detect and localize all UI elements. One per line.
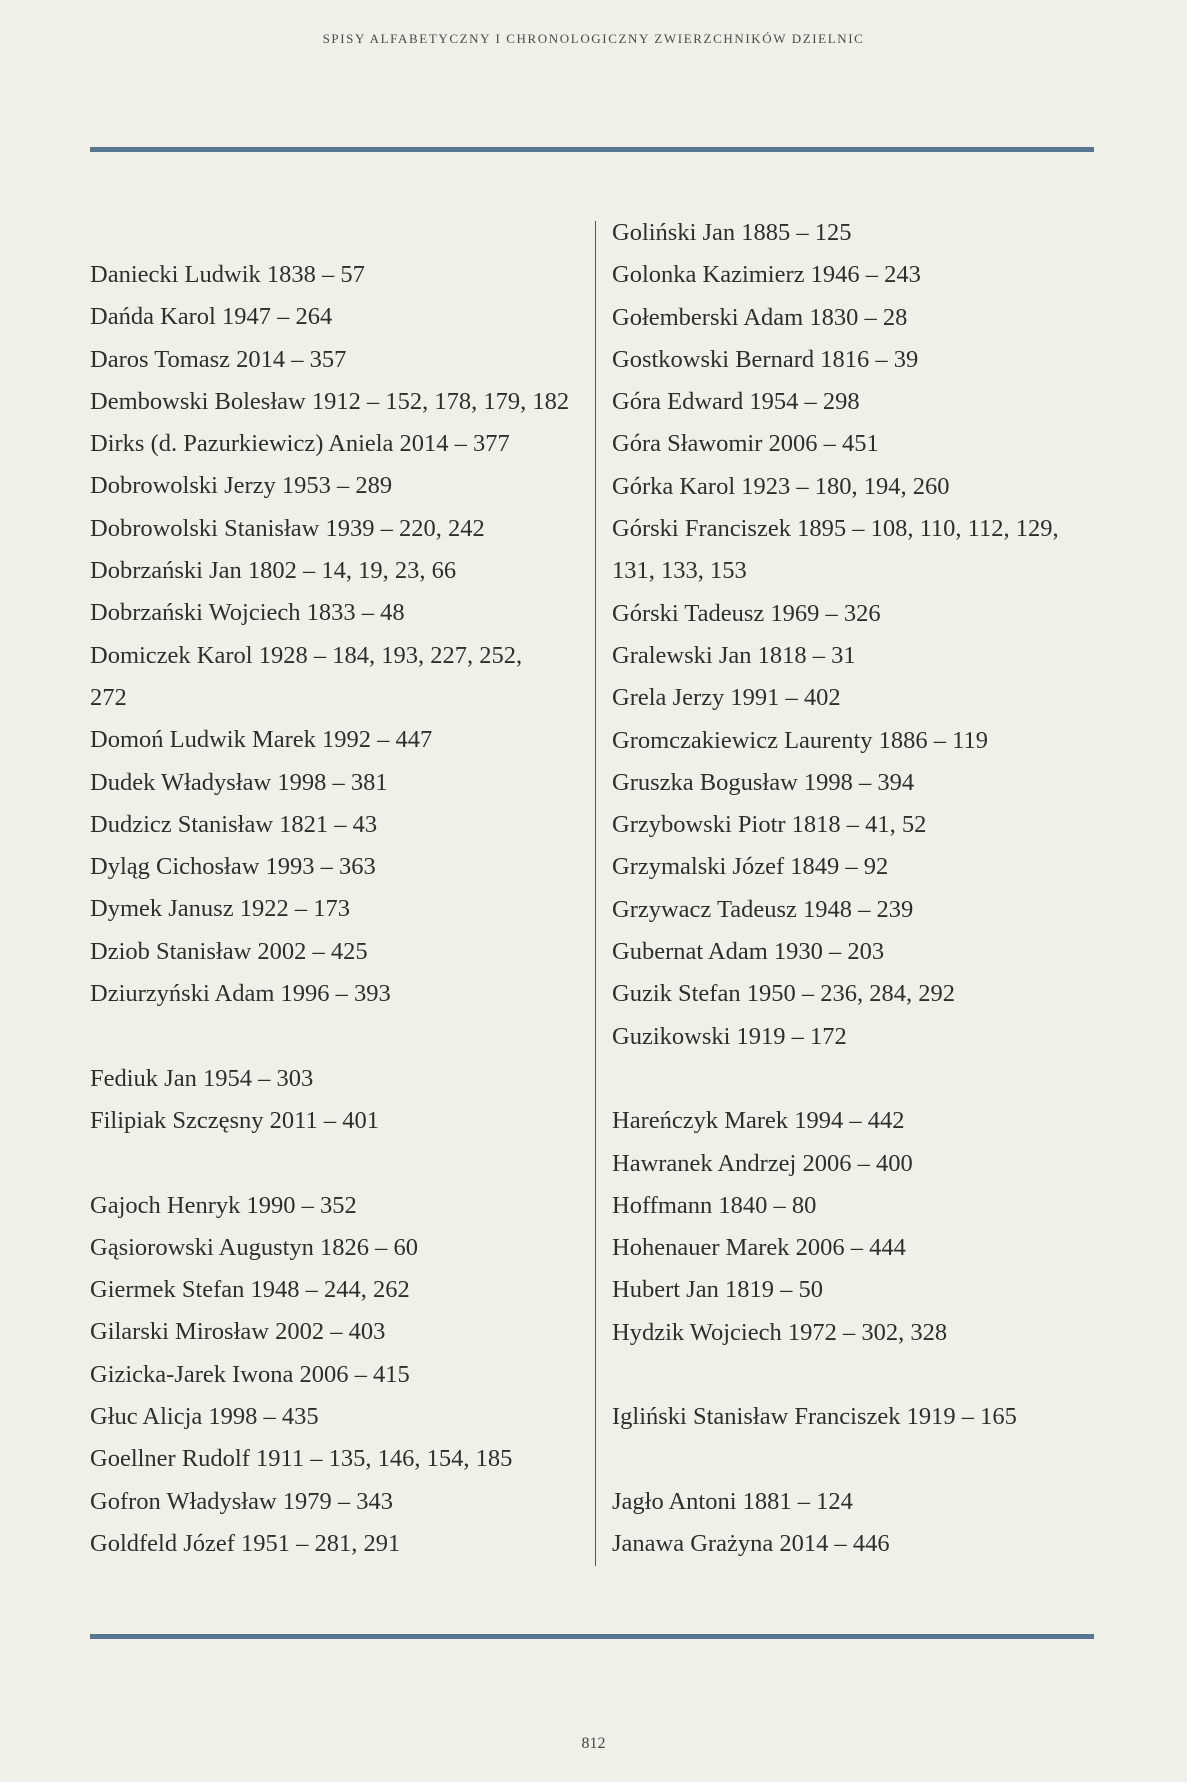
index-entry — [612, 466, 1092, 508]
page-number: 812 — [581, 1735, 606, 1752]
entry-text: Dobrzański Jan 1802 – 14, 19, 23, 66 — [90, 557, 457, 585]
entry-text: Daros Tomasz 2014 – 357 — [90, 345, 347, 373]
index-entry — [90, 1481, 590, 1523]
section-gap — [612, 1058, 1092, 1100]
entry-text: Góra Edward 1954 – 298 — [612, 388, 860, 416]
index-entry — [90, 888, 590, 930]
entry-text: Dembowski Bolesław 1912 – 152, 178, 179, 182 — [90, 387, 570, 415]
entry-text: Gizicka-Jarek Iwona 2006 – 415 — [90, 1360, 410, 1388]
entry-text: Dudek Władysław 1998 – 381 — [90, 768, 388, 796]
index-entry — [612, 1269, 1092, 1311]
entry-text: Igliński Stanisław Franciszek 1919 – 165 — [612, 1403, 1017, 1431]
entry-text: Dańda Karol 1947 – 264 — [90, 303, 333, 331]
entry-text: Gajoch Henryk 1990 – 352 — [90, 1191, 357, 1219]
index-entry — [612, 804, 1092, 846]
index-entry — [612, 339, 1092, 381]
entry-text: Guzik Stefan 1950 – 236, 284, 292 — [612, 980, 955, 1008]
section-gap — [90, 1142, 590, 1184]
entry-text: Hawranek Andrzej 2006 – 400 — [612, 1149, 913, 1177]
entry-text: Fediuk Jan 1954 – 303 — [90, 1064, 314, 1092]
index-entry — [612, 1396, 1092, 1438]
index-entry — [90, 719, 590, 761]
entry-text: Dymek Janusz 1922 – 173 — [90, 895, 350, 923]
index-entry — [612, 931, 1092, 973]
entry-text: Domoń Ludwik Marek 1992 – 447 — [90, 726, 433, 754]
index-entry — [90, 339, 590, 381]
entry-text: Hareńczyk Marek 1994 – 442 — [612, 1107, 905, 1135]
index-entry — [90, 846, 590, 888]
entry-text: Hohenauer Marek 2006 – 444 — [612, 1234, 906, 1262]
entry-text: Hydzik Wojciech 1972 – 302, 328 — [612, 1318, 948, 1346]
entry-text: Dobrowolski Jerzy 1953 – 289 — [90, 472, 393, 500]
index-entry — [90, 1438, 590, 1480]
index-entry — [90, 762, 590, 804]
entry-text: Gruszka Bogusław 1998 – 394 — [612, 768, 915, 796]
entry-text: Dyląg Cichosław 1993 – 363 — [90, 853, 376, 881]
index-entry — [90, 296, 590, 338]
index-column-left — [90, 254, 590, 1565]
entry-text: Gołemberski Adam 1830 – 28 — [612, 303, 908, 331]
entry-text: Górski Tadeusz 1969 – 326 — [612, 599, 881, 627]
entry-text: Grela Jerzy 1991 – 402 — [612, 684, 841, 712]
index-entry — [612, 254, 1092, 296]
index-entry — [90, 1058, 590, 1100]
column-divider — [595, 221, 596, 1566]
entry-continuation: 272 — [90, 683, 127, 711]
entry-text: Dobrzański Wojciech 1833 – 48 — [90, 599, 405, 627]
entry-text: Grzywacz Tadeusz 1948 – 239 — [612, 895, 914, 923]
entry-continuation: 131, 133, 153 — [612, 557, 747, 585]
index-entry — [612, 1100, 1092, 1142]
entry-text: Góra Sławomir 2006 – 451 — [612, 430, 879, 458]
top-rule — [90, 147, 1094, 152]
index-entry — [90, 381, 590, 423]
index-entry — [90, 508, 590, 550]
entry-text: Gilarski Mirosław 2002 – 403 — [90, 1318, 386, 1346]
entry-text: Goliński Jan 1885 – 125 — [612, 219, 852, 246]
entry-text: Dziurzyński Adam 1996 – 393 — [90, 980, 391, 1008]
index-entry — [612, 297, 1092, 339]
index-entry — [612, 889, 1092, 931]
entry-text: Goldfeld Józef 1951 – 281, 291 — [90, 1529, 401, 1557]
entry-text: Goellner Rudolf 1911 – 135, 146, 154, 185 — [90, 1445, 513, 1473]
index-entry — [90, 973, 590, 1015]
index-entry — [612, 1481, 1092, 1523]
index-entry — [612, 762, 1092, 804]
entry-text: Guzikowski 1919 – 172 — [612, 1022, 847, 1050]
index-entry — [90, 254, 590, 296]
index-entry — [90, 423, 590, 465]
index-entry — [612, 1227, 1092, 1269]
entry-text: Hubert Jan 1819 – 50 — [612, 1276, 823, 1304]
index-entry — [90, 1354, 590, 1396]
section-gap — [90, 1015, 590, 1057]
index-entry — [612, 1185, 1092, 1227]
index-entry — [612, 212, 1092, 254]
index-entry — [612, 677, 1092, 719]
index-entry — [90, 1100, 590, 1142]
entry-text: Daniecki Ludwik 1838 – 57 — [90, 261, 365, 288]
entry-text: Jagło Antoni 1881 – 124 — [612, 1487, 853, 1515]
index-entry — [90, 465, 590, 507]
entry-text: Dirks (d. Pazurkiewicz) Aniela 2014 – 377 — [90, 430, 510, 458]
index-entry — [612, 1523, 1092, 1565]
entry-text: Gofron Władysław 1979 – 343 — [90, 1487, 394, 1515]
index-entry — [90, 1185, 590, 1227]
index-entry — [612, 973, 1092, 1015]
entry-text: Dudzicz Stanisław 1821 – 43 — [90, 810, 378, 838]
index-entry — [90, 931, 590, 973]
index-entry — [612, 1143, 1092, 1185]
entry-text: Gostkowski Bernard 1816 – 39 — [612, 345, 919, 373]
entry-text: Gralewski Jan 1818 – 31 — [612, 641, 856, 669]
entry-text: Górski Franciszek 1895 – 108, 110, 112, 129, — [612, 515, 1059, 543]
entry-text: Gubernat Adam 1930 – 203 — [612, 938, 885, 966]
entry-text: Golonka Kazimierz 1946 – 243 — [612, 261, 921, 289]
entry-text: Filipiak Szczęsny 2011 – 401 — [90, 1106, 379, 1134]
index-entry — [612, 423, 1092, 465]
entry-text: Gąsiorowski Augustyn 1826 – 60 — [90, 1233, 419, 1261]
entry-text: Górka Karol 1923 – 180, 194, 260 — [612, 472, 950, 500]
entry-text: Giermek Stefan 1948 – 244, 262 — [90, 1276, 410, 1304]
entry-text: Gromczakiewicz Laurenty 1886 – 119 — [612, 726, 988, 754]
entry-text: Dobrowolski Stanisław 1939 – 220, 242 — [90, 514, 485, 542]
index-entry — [90, 1227, 590, 1269]
index-entry — [90, 1269, 590, 1311]
index-entry — [90, 804, 590, 846]
index-entry — [90, 550, 590, 592]
index-entry — [90, 635, 590, 720]
entry-text: Domiczek Karol 1928 – 184, 193, 227, 252, — [90, 641, 523, 669]
entry-text: Grzybowski Piotr 1818 – 41, 52 — [612, 811, 927, 839]
index-entry — [90, 592, 590, 634]
section-gap — [612, 1439, 1092, 1481]
entry-text: Dziob Stanisław 2002 – 425 — [90, 937, 368, 965]
index-entry — [612, 720, 1092, 762]
running-head: SPISY ALFABETYCZNY I CHRONOLOGICZNY ZWIERZCHNIKÓW DZIELNIC — [322, 31, 865, 46]
index-entry — [612, 593, 1092, 635]
index-entry — [90, 1311, 590, 1353]
index-entry — [612, 635, 1092, 677]
entry-text: Grzymalski Józef 1849 – 92 — [612, 853, 889, 881]
entry-text: Głuc Alicja 1998 – 435 — [90, 1403, 319, 1431]
bottom-rule — [90, 1634, 1094, 1639]
index-column-right — [612, 212, 1092, 1566]
index-entry — [612, 381, 1092, 423]
index-entry — [90, 1523, 590, 1565]
index-entry — [612, 1312, 1092, 1354]
index-entry — [90, 1396, 590, 1438]
index-entry — [612, 508, 1092, 593]
entry-text: Janawa Grażyna 2014 – 446 — [612, 1530, 890, 1558]
section-gap — [612, 1354, 1092, 1396]
index-entry — [612, 846, 1092, 888]
entry-text: Hoffmann 1840 – 80 — [612, 1191, 817, 1219]
index-entry — [612, 1016, 1092, 1058]
